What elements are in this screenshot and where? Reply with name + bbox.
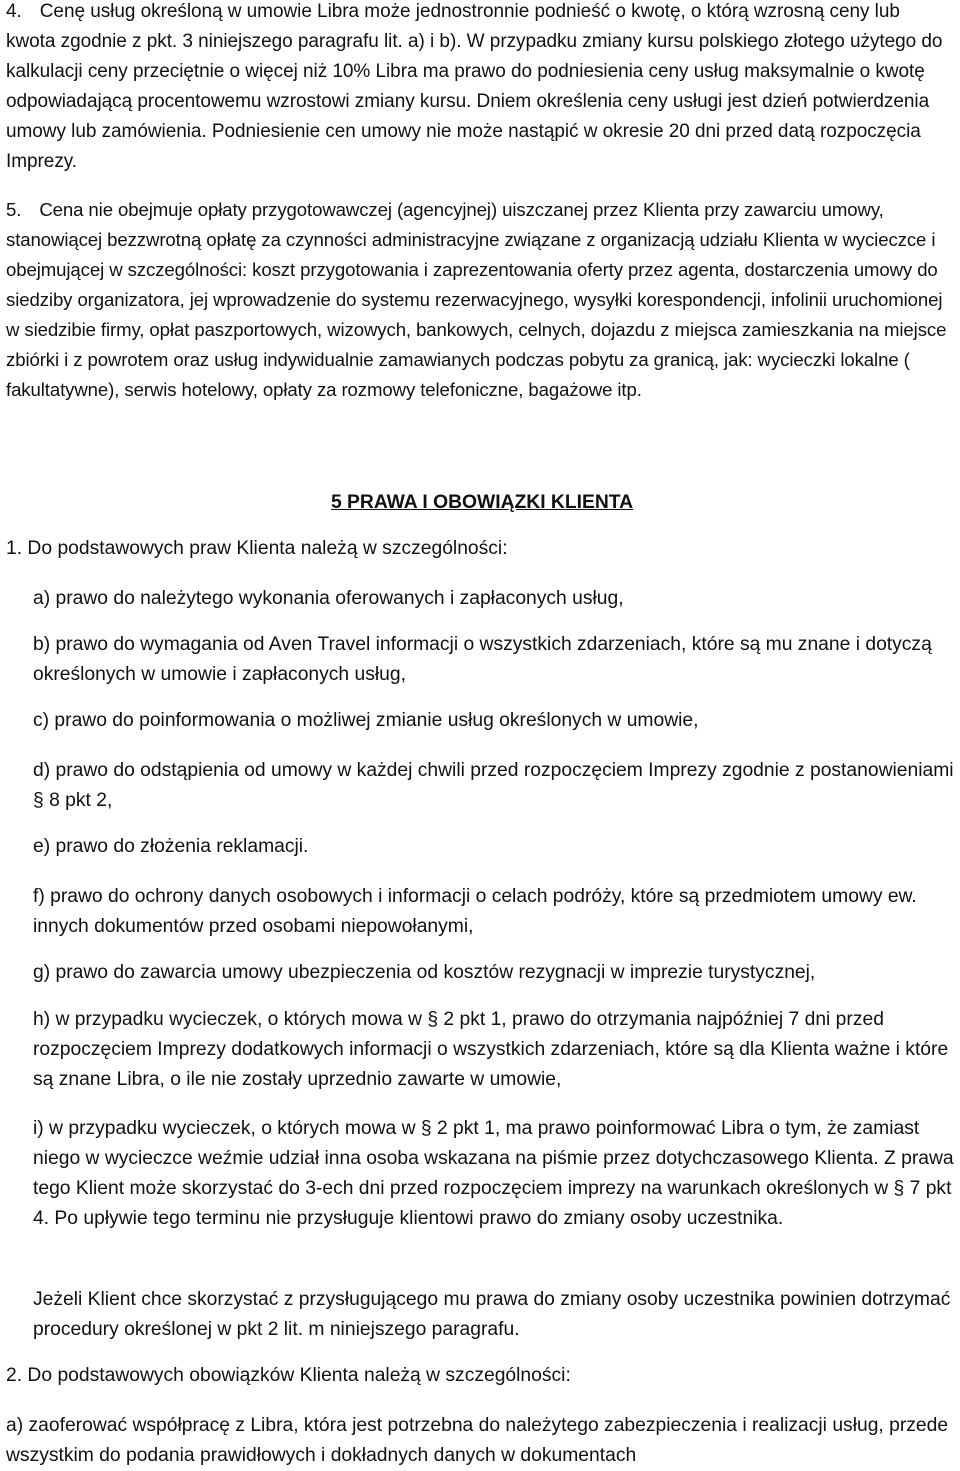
list-item-a: a) prawo do należytego wykonania oferowanych i zapłaconych usług, xyxy=(33,588,624,609)
list-item-h: h) w przypadku wycieczek, o których mowa w § 2 pkt 1, prawo do otrzymania najpóźniej 7 dni przed rozpoczęciem Imprezy dodatkowych informacji o wszystkich zdarzeniach, które są dla Klienta ważne i które są znane Libra, o ile nie zostały uprzednio zawarte w umowie, xyxy=(33,1009,949,1090)
paragraph-text: Cena nie obejmuje opłaty przygotowawczej (agencyjnej) uiszczanej przez Klienta przy zawarciu umowy, stanowiącej bezzwrotną opłatę za czynności administracyjne związane z organizacją udziału Klienta w wycieczce i obejmującej w szczególności: koszt przygotowania i zaprezentowania oferty przez agenta, dostarczenia umowy do siedziby organizatora, jej wprowadzenie do systemu rezerwacyjnego, wysyłki korespondencji, infolinii uruchomionej w siedzibie firmy, opłat paszportowych, wizowych, bankowych, celnych, dojazdu z miejsca zamieszkania na miejsce zbiórki i z powrotem oraz usług indywidualnie zamawianych podczas pobytu za granicą, jak: wycieczki lokalne ( fakultatywne), serwis hotelowy, opłaty za rozmowy telefoniczne, bagażowe itp. xyxy=(6,199,947,400)
paragraph-number: 4. xyxy=(6,1,22,22)
rights-note: Jeżeli Klient chce skorzystać z przysługującego mu prawa do zmiany osoby uczestnika powinien dotrzymać procedury określonej w pkt 2 lit. m niniejszego paragrafu. xyxy=(33,1289,951,1340)
list-item-c: c) prawo do poinformowania o możliwej zmianie usług określonych w umowie, xyxy=(33,710,699,731)
list-item-e: e) prawo do złożenia reklamacji. xyxy=(33,836,309,857)
paragraph-4 xyxy=(6,0,954,177)
section-heading: 5 PRAWA I OBOWIĄZKI KLIENTA xyxy=(330,492,634,513)
duty-item-a: a) zaoferować współpracę z Libra, która jest potrzebna do należytego zabezpieczenia i realizacji usług, przede wszystkim do podania prawidłowych i dokładnych danych w dokumentach xyxy=(6,1415,949,1466)
list-item-i: i) w przypadku wycieczek, o których mowa w § 2 pkt 1, ma prawo poinformować Libra o tym, że zamiast niego w wycieczce weźmie udział inna osoba wskazana na piśmie przez dotychczasowego Klienta. Z prawa tego Klient może skorzystać do 3-ech dni przed rozpoczęciem imprezy na warunkach określonych w § 7 pkt 4. Po upływie tego terminu nie przysługuje klientowi prawo do zmiany osoby uczestnika. xyxy=(33,1118,954,1229)
list-item-f: f) prawo do ochrony danych osobowych i informacji o celach podróży, które są przedmiotem umowy ew. innych dokumentów przed osobami niepowołanymi, xyxy=(33,886,917,937)
paragraph-text: Cenę usług określoną w umowie Libra może jednostronnie podnieść o kwotę, o którą wzrosną ceny lub kwota zgodnie z pkt. 3 niniejszego paragrafu lit. a) i b). W przypadku zmiany kursu polskiego złotego użytego do kalkulacji ceny przeciętnie o więcej niż 10% Libra ma prawo do podniesienia ceny usług maksymalnie o kwotę odpowiadającą procentowemu wzrostowi zmiany kursu. Dniem określenia ceny usługi jest dzień potwierdzenia umowy lub zamówienia. Podniesienie cen umowy nie może nastąpić w okresie 20 dni przed datą rozpoczęcia Imprezy. xyxy=(6,1,943,172)
list-item-b: b) prawo do wymagania od Aven Travel informacji o wszystkich zdarzeniach, które są mu znane i dotyczą określonych w umowie i zapłaconych usług, xyxy=(33,634,932,685)
list-item-g: g) prawo do zawarcia umowy ubezpieczenia od kosztów rezygnacji w imprezie turystycznej, xyxy=(33,962,816,983)
paragraph-5 xyxy=(6,195,954,405)
paragraph-number: 5. xyxy=(6,199,22,220)
list-item-d: d) prawo do odstąpienia od umowy w każdej chwili przed rozpoczęciem Imprezy zgodnie z postanowieniami § 8 pkt 2, xyxy=(33,760,954,811)
duties-intro: 2. Do podstawowych obowiązków Klienta należą w szczególności: xyxy=(6,1365,571,1386)
rights-intro: 1. Do podstawowych praw Klienta należą w szczególności: xyxy=(6,538,508,559)
